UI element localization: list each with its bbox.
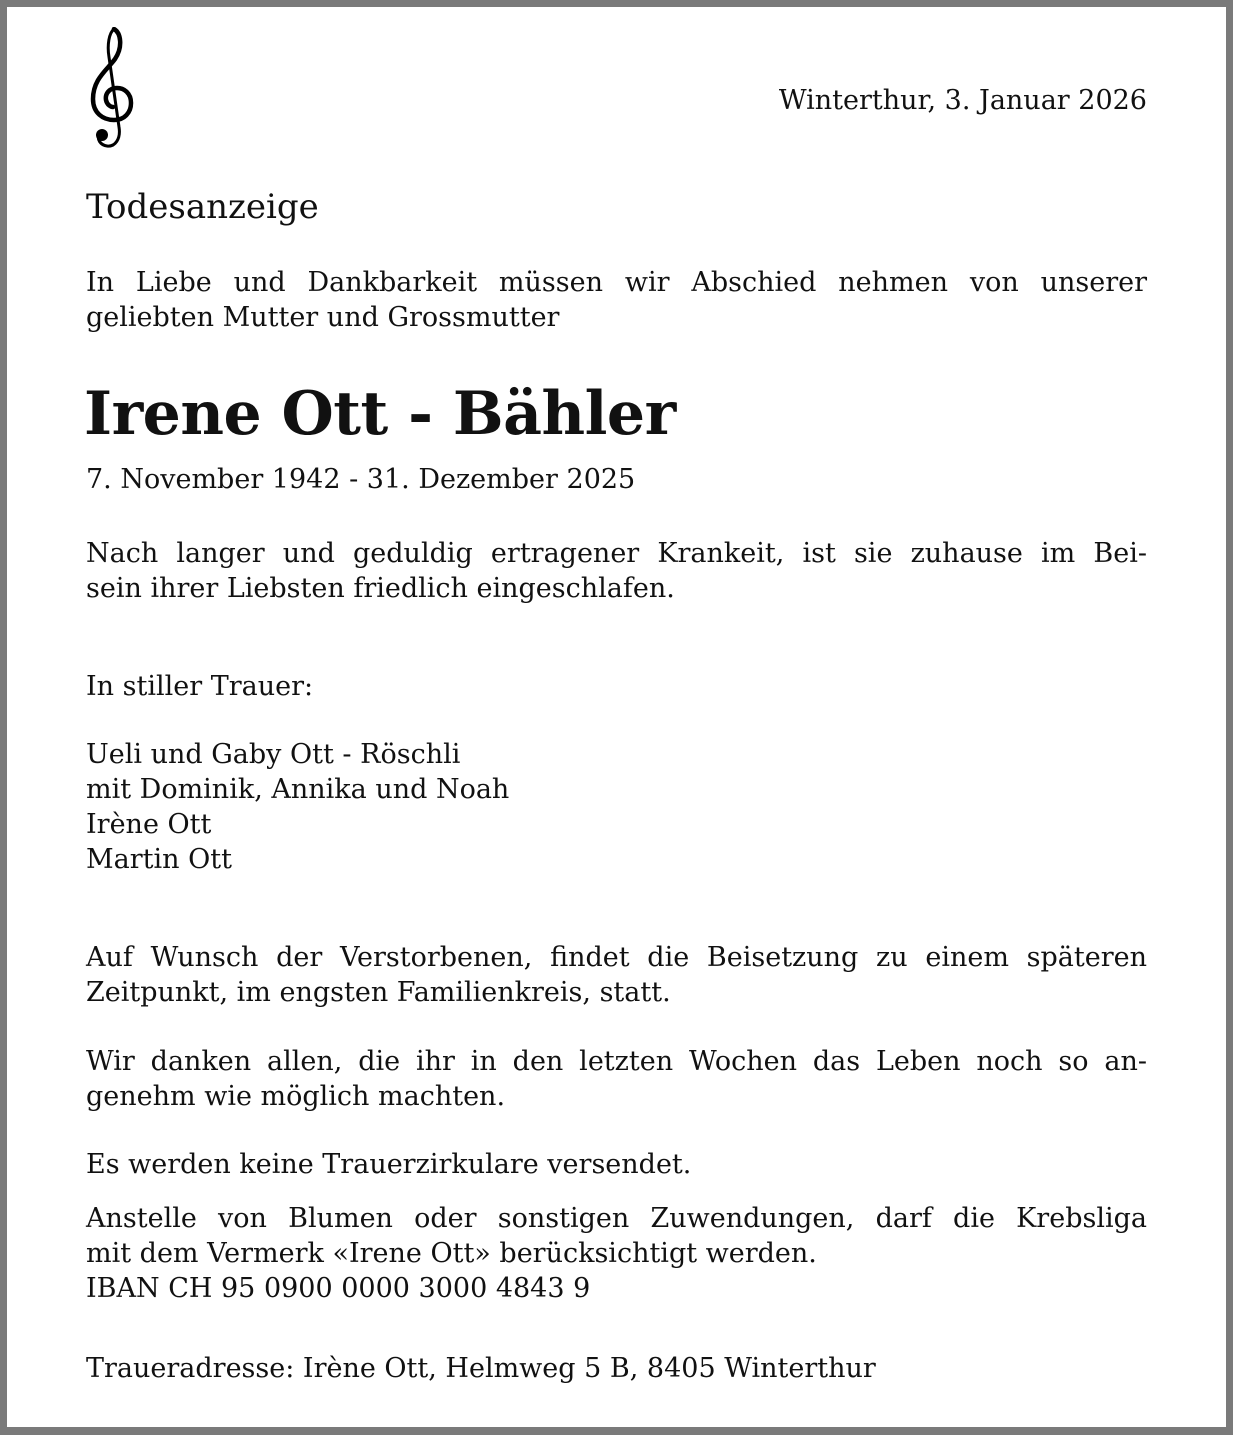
- life-dates: 7. November 1942 - 31. Dezember 2025: [86, 464, 636, 495]
- intro-text: [86, 265, 1147, 335]
- text-line: Anstelle von Blumen oder sonstigen Zuwendungen, darf die Krebsliga: [86, 1203, 1147, 1234]
- heading: Todesanzeige: [86, 187, 319, 227]
- text-line: Nach langer und geduldig ertragener Krankeit, ist sie zuhause im Bei-: [86, 538, 1147, 569]
- text-line: Auf Wunsch der Verstorbenen, findet die Beisetzung zu einem späteren: [86, 942, 1147, 973]
- mourner: mit Dominik, Annika und Noah: [86, 774, 510, 805]
- text-line: In Liebe und Dankbarkeit müssen wir Abschied nehmen von unserer: [86, 267, 1147, 298]
- text-line: Zeitpunkt, im engsten Familienkreis, statt.: [86, 977, 671, 1008]
- mourning-label: In stiller Trauer:: [86, 671, 314, 702]
- text-line: mit dem Vermerk «Irene Ott» berücksichtigt werden.: [86, 1238, 817, 1269]
- mourning-address: Traueradresse: Irène Ott, Helmweg 5 B, 8405 Winterthur: [86, 1353, 876, 1384]
- iban: IBAN CH 95 0900 0000 3000 4843 9: [86, 1273, 591, 1304]
- place-date: Winterthur, 3. Januar 2026: [778, 85, 1147, 116]
- passing-text: [86, 536, 1147, 606]
- no-circulars-text: Es werden keine Trauerzirkulare versendet.: [86, 1149, 692, 1180]
- thanks-text: [86, 1044, 1147, 1114]
- mourner: Ueli und Gaby Ott - Röschli: [86, 739, 461, 770]
- deceased-name: Irene Ott - Bähler: [84, 379, 676, 449]
- treble-clef-icon: [87, 27, 135, 152]
- text-line: geliebten Mutter und Grossmutter: [86, 302, 560, 333]
- text-line: sein ihrer Liebsten friedlich eingeschlafen.: [86, 573, 675, 604]
- mourner: Martin Ott: [86, 844, 232, 875]
- burial-text: [86, 940, 1147, 1010]
- text-line: Wir danken allen, die ihr in den letzten Wochen das Leben noch so an-: [86, 1046, 1147, 1077]
- text-line: genehm wie möglich machten.: [86, 1081, 506, 1112]
- mourners-list: [86, 737, 1147, 877]
- donation-text: [86, 1201, 1147, 1306]
- mourner: Irène Ott: [86, 809, 212, 840]
- death-notice-page: [7, 7, 1226, 1427]
